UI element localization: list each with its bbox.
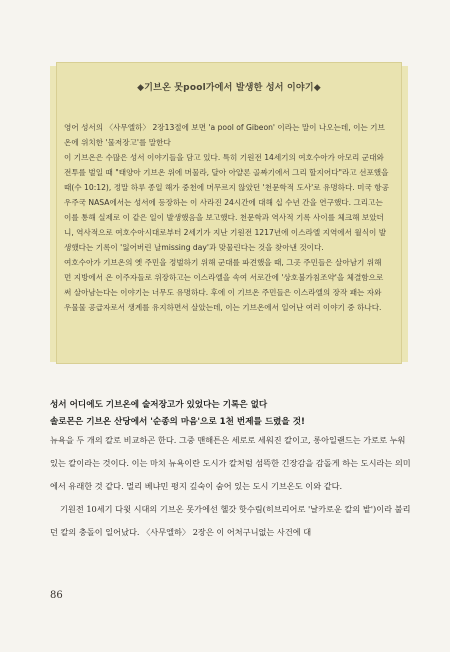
sidebar-paragraph: 영어 성서의 〈사무엘하〉 2장13절에 보면 'a pool of Gibeon' 이라는 말이 나오는데, 이는 기브온에 위치한 '물저장고'를 말한다 <box>64 123 385 147</box>
section-headline: 성서 어디에도 기브온에 술저장고가 있었다는 기록은 없다 <box>50 400 268 410</box>
section-subheadline: 솔로몬은 기브온 산당에서 '순종의 마음'으로 1천 번제를 드렸을 것! <box>50 417 305 427</box>
sidebar-title: ◆기브온 못pool가에서 발생한 성서 이야기◆ <box>137 83 321 93</box>
page-number: 86 <box>50 590 63 601</box>
sidebar-box <box>56 62 402 364</box>
sidebar-paragraph: 이 기브온은 수많은 성서 이야기들을 담고 있다. 특히 기원전 14세기의 여호수아가 아모리 군대와 전투를 벌일 때 "태양아 기브온 위에 머물라, 달아 아얄론 골짜기에서 그리 할지어다"라고 선포했을 때(수 10:12), 정말 하루 종일 해가 중천에 머무르지 않았던 '천문학적 도사'로 유명하다. 미국 항공우주국 NASA에서는 성서에 등장하는 이 사라진 24시간에 대해 십 수년 간을 연구했다. 그리고는 이를 통해 실제로 이 같은 일이 발생했음을 보고했다. 천문학과 역사적 기록 사이를 체크해 보았더니, 역사적으로 여호수아시대로부터 2세기가 지난 기원전 1217년에 이스라엘 지역에서 월식이 발생했다는 기록이 '잃어버린 날missing day'과 맞물린다는 것을 찾아낸 것이다. <box>64 153 389 252</box>
sidebar-paragraph: 여호수아가 기브온의 옛 주민을 정벌하기 위해 군대를 파견했을 때, 그곳 주민들은 살아남기 위해 먼 지방에서 온 이주자들로 위장하고는 이스라엘을 속여 서로간에 '상호불가침조약'을 체결함으로써 살아남는다는 이야기는 너무도 유명하다. 후에 이 기브온 주민들은 이스라엘의 장작 패는 자와 우물물 공급자로서 생계를 유지하면서 살았는데, 이는 기브온에서 일어난 여러 이야기 중 하나다. <box>64 258 384 312</box>
sidebar-body <box>64 120 390 315</box>
body-paragraph: 기원전 10세기 다윗 시대의 기브온 못가에선 헬갓 핫수림(히브리어로 '날카로운 칼의 밭')이라 불리던 칼의 충돌이 일어났다. 〈사무엘하〉 2장은 이 어처구니없는 사건에 대 <box>50 504 411 537</box>
body-paragraph: 뉴욕을 두 개의 칼로 비교하곤 한다. 그중 맨해튼은 세로로 세워진 칼이고, 롱아일랜드는 가로로 누워 있는 칼이라는 것이다. 이는 마치 뉴욕이란 도시가 칼처럼 섬뜩한 긴장감을 감돌게 하는 도시라는 의미에서 유래한 것 같다. 멀리 베냐민 평지 깊숙이 숨어 있는 도시 기브온도 이와 같다. <box>50 435 411 491</box>
main-body <box>50 429 412 544</box>
